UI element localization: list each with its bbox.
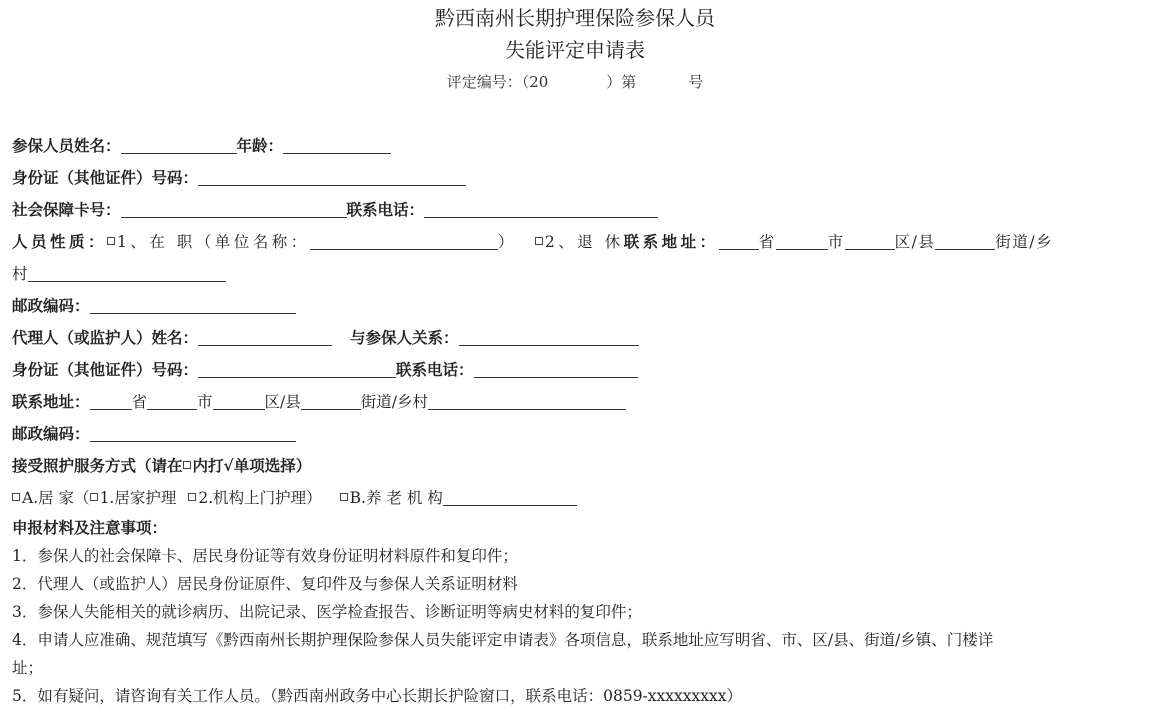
assessment-number-label: 评定编号：（20 xyxy=(446,73,549,91)
row-id-number xyxy=(12,168,1142,188)
row-agent-address xyxy=(12,392,1142,412)
agent-id-label: 身份证（其他证件）号码： xyxy=(12,360,199,379)
agent-postcode-field[interactable] xyxy=(90,426,296,442)
home-nursing-label: 1.居家护理 xyxy=(99,489,177,507)
home-care-checkbox[interactable] xyxy=(12,493,20,501)
assessment-number xyxy=(0,72,1150,92)
assessment-number-mid: ）第 xyxy=(606,73,637,91)
note-item-5: 5．如有疑问，请咨询有关工作人员。（黔西南州政务中心长期长护险窗口，联系电话：0859-xxxxxxxxx） xyxy=(12,687,742,705)
institution-visit-label: 2.机构上门护理） xyxy=(198,489,322,507)
district-field[interactable] xyxy=(845,234,895,250)
city-label: 市 xyxy=(827,233,845,251)
note-item-4: 4．申请人应准确、规范填写《黔西南州长期护理保险参保人员失能评定申请表》各项信息，联系地址应写明省、市、区/县、街道/乡镇、门楼详 xyxy=(12,631,994,649)
row-social-card xyxy=(12,200,1142,220)
row-address-wrap xyxy=(12,264,1142,284)
form-title-line2: 失能评定申请表 xyxy=(505,38,645,62)
agent-name-label: 代理人（或监护人）姓名： xyxy=(12,328,199,347)
social-card-field[interactable] xyxy=(121,202,347,218)
note-item-4-wrap: 址； xyxy=(12,659,44,677)
agent-street-field[interactable] xyxy=(301,394,361,410)
row-agent-name xyxy=(12,328,1142,348)
row-agent-id xyxy=(12,360,1142,380)
home-care-label: A.居 家（ xyxy=(22,489,90,507)
province-field[interactable] xyxy=(719,234,759,250)
district-label: 区/县 xyxy=(894,233,936,251)
note-item-3: 3．参保人失能相关的就诊病历、出院记录、医学检查报告、诊断证明等病史材料的复印件； xyxy=(12,603,642,621)
nursing-home-field[interactable] xyxy=(443,490,577,506)
social-card-label: 社会保障卡号： xyxy=(12,200,121,219)
nursing-home-checkbox[interactable] xyxy=(340,493,348,501)
phone-label: 联系电话： xyxy=(346,200,425,219)
id-number-field[interactable] xyxy=(198,170,466,186)
home-nursing-checkbox[interactable] xyxy=(90,493,98,501)
agent-district-field[interactable] xyxy=(213,394,265,410)
row-postcode xyxy=(12,296,1142,316)
agent-phone-label: 联系电话： xyxy=(396,360,474,379)
row-insured-name xyxy=(12,136,1142,156)
checkbox-sample-icon xyxy=(183,461,191,469)
note-item-2: 2．代理人（或监护人）居民身份证原件、复印件及与参保人关系证明材料 xyxy=(12,575,518,593)
agent-id-field[interactable] xyxy=(198,362,396,378)
notes-heading: 申报材料及注意事项： xyxy=(12,518,168,537)
nursing-home-label: B.养 老 机 构 xyxy=(349,489,443,507)
row-personnel-nature xyxy=(12,232,1142,252)
retired-option-label: 2、退 休 xyxy=(544,233,624,251)
age-field[interactable] xyxy=(283,138,391,154)
row-agent-postcode xyxy=(12,424,1142,444)
village-field[interactable] xyxy=(28,266,226,282)
agent-phone-field[interactable] xyxy=(474,362,638,378)
institution-visit-checkbox[interactable] xyxy=(188,493,196,501)
agent-district-label: 区/县 xyxy=(264,393,301,411)
retired-checkbox[interactable] xyxy=(535,237,543,245)
age-label: 年龄： xyxy=(236,136,284,155)
agent-address-label: 联系地址： xyxy=(12,392,90,411)
employed-checkbox[interactable] xyxy=(107,237,115,245)
province-label: 省 xyxy=(758,233,776,251)
employed-option-label: 1、在 职（单位名称： xyxy=(117,233,310,251)
relation-label: 与参保人关系： xyxy=(350,328,459,347)
form-title-line1: 黔西南州长期护理保险参保人员 xyxy=(435,6,715,30)
service-mode-label-tail: 内打√单项选择） xyxy=(192,456,312,475)
insured-name-label: 参保人员姓名： xyxy=(12,136,121,155)
employer-name-field[interactable] xyxy=(310,234,498,250)
insured-name-field[interactable] xyxy=(121,138,237,154)
street-field[interactable] xyxy=(935,234,995,250)
street-label: 街道/乡 xyxy=(995,233,1054,251)
agent-province-label: 省 xyxy=(131,393,148,411)
agent-street-label: 街道/乡村 xyxy=(360,393,429,411)
note-item-1: 1．参保人的社会保障卡、居民身份证等有效身份证明材料原件和复印件； xyxy=(12,547,518,565)
city-field[interactable] xyxy=(776,234,828,250)
relation-field[interactable] xyxy=(459,330,639,346)
id-number-label: 身份证（其他证件）号码： xyxy=(12,168,199,187)
postcode-label: 邮政编码： xyxy=(12,296,90,315)
address-label: 联系地址： xyxy=(623,232,719,251)
phone-field[interactable] xyxy=(424,202,658,218)
row-service-options xyxy=(12,488,1142,508)
agent-village-field[interactable] xyxy=(428,394,626,410)
row-service-mode xyxy=(12,456,1142,476)
agent-province-field[interactable] xyxy=(90,394,132,410)
agent-name-field[interactable] xyxy=(198,330,332,346)
agent-postcode-label: 邮政编码： xyxy=(12,424,90,443)
assessment-number-end: 号 xyxy=(688,73,704,91)
village-label: 村 xyxy=(12,265,28,283)
service-mode-label: 接受照护服务方式（请在 xyxy=(12,456,183,475)
agent-city-label: 市 xyxy=(197,393,213,411)
personnel-nature-label: 人员性质： xyxy=(12,232,108,251)
postcode-field[interactable] xyxy=(90,298,296,314)
employed-option-close: ） xyxy=(497,233,515,251)
agent-city-field[interactable] xyxy=(147,394,197,410)
